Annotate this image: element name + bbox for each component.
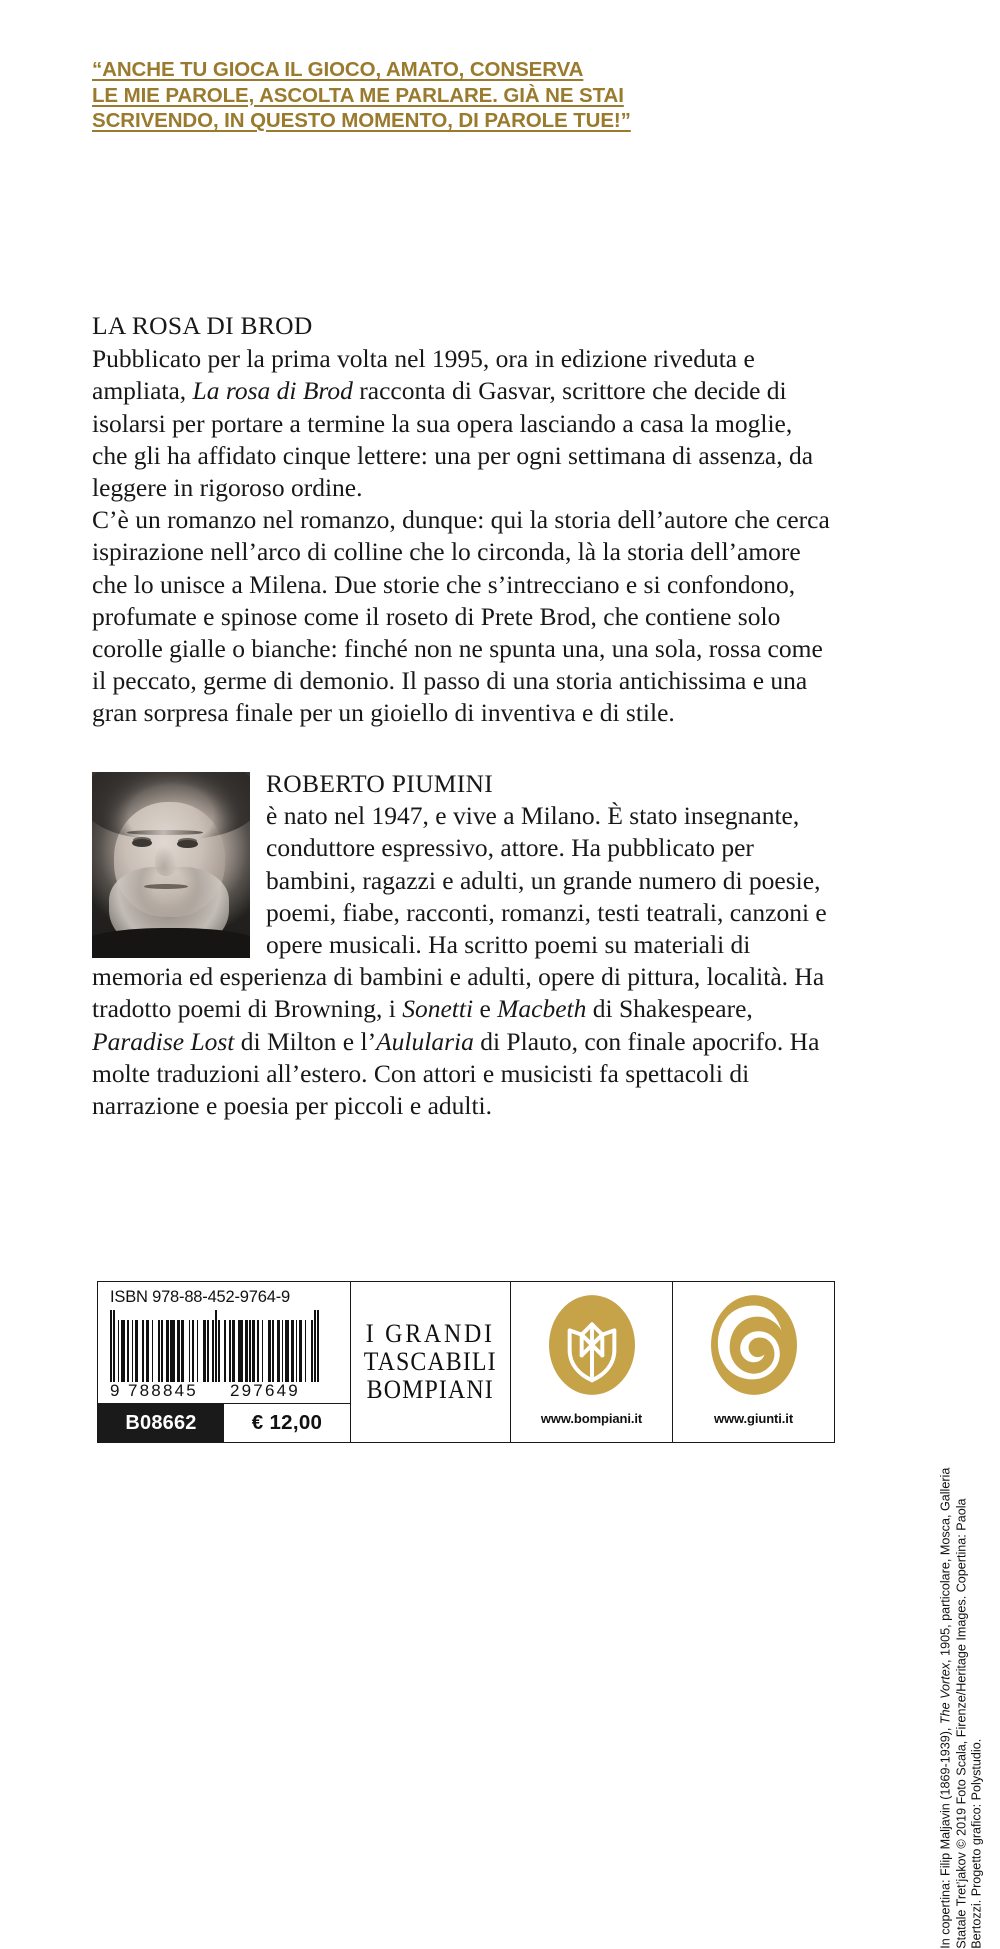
imprint-cell	[350, 1282, 510, 1442]
author-bio-part-2: e	[473, 994, 498, 1024]
blurb-p1-italic-title: La rosa di Brod	[192, 376, 353, 406]
book-blurb	[92, 310, 832, 730]
author-bio-part-3: di Shakespeare,	[586, 994, 753, 1024]
barcode-digit-lead: 9	[110, 1381, 122, 1400]
barcode-area	[98, 1282, 350, 1403]
bompiani-tulip-logo	[549, 1295, 635, 1395]
internal-code: B08662	[98, 1404, 224, 1442]
imprint-logo	[364, 1320, 497, 1404]
photo-hair	[92, 772, 250, 839]
isbn-label: ISBN 978-88-452-9764-9	[110, 1288, 290, 1306]
price-label: € 12,00	[224, 1404, 350, 1442]
pull-quote-line-3: SCRIVENDO, IN QUESTO MOMENTO, DI PAROLE TUE!”	[92, 109, 631, 132]
book-title: LA ROSA DI BROD	[92, 311, 313, 340]
photo-eye-right	[177, 840, 198, 848]
author-bio-italic-sonetti: Sonetti	[402, 994, 474, 1024]
imprint-line-2: TASCABILI	[364, 1347, 497, 1376]
photo-brow	[127, 830, 203, 836]
author-bio-part-5: di Plauto, con finale apocrifo. Ha molte traduzioni all’estero. Con attori e musicisti fa spettacoli di narrazione e poesia per piccoli e adulti.	[92, 1026, 820, 1121]
barcode-digits	[110, 1381, 340, 1401]
blurb-p1-part-a: Pubblicato per la prima volta nel 1995, ora in edizione riveduta e ampliata,	[92, 344, 755, 406]
author-bio-italic-paradise-lost: Paradise Lost	[92, 1026, 235, 1056]
credits-italic-artwork-title: The Vortex	[938, 1663, 953, 1725]
credits-part-1: In copertina: Filip Maljavin (1869-1939),	[938, 1724, 953, 1949]
author-block	[92, 768, 832, 1122]
author-bio-italic-aulularia: Aulularia	[376, 1026, 474, 1056]
barcode-digits-left: 788845	[128, 1381, 198, 1400]
code-price-row	[98, 1403, 350, 1442]
author-bio-part-1: è nato nel 1947, e vive a Milano. È stato insegnante, conduttore espressivo, attore. Ha pubblicato per bambini, ragazzi e adulti, un grande numero di poesie, poemi, fiabe, racconti, romanzi, testi teatrali, canzoni e opere musicali. Ha scritto poemi su materiali di memoria ed esperienza di bambini e adulti, opere di pittura, località. Ha tradotto poemi di Browning, i	[92, 801, 827, 1024]
author-photo	[92, 772, 250, 958]
credits-part-2: , 1905, particolare, Mosca, Galleria Statale Tret’jakov © 2019 Foto Scala, Firenze/Heritage Images. Copertina: Paola Bertozzi. Progetto grafico: Polystudio.	[938, 1467, 984, 1949]
imprint-line-1: I GRANDI	[365, 1319, 496, 1348]
author-bio-italic-macbeth: Macbeth	[497, 994, 587, 1024]
pull-quote-line-1: “ANCHE TU GIOCA IL GIOCO, AMATO, CONSERVA	[92, 58, 584, 81]
barcode-digits-right: 297649	[230, 1381, 300, 1400]
bompiani-url[interactable]: www.bompiani.it	[540, 1410, 643, 1426]
barcode-cell	[98, 1282, 350, 1442]
pull-quote	[92, 57, 692, 134]
photo-shoulder	[92, 928, 250, 958]
author-name: ROBERTO PIUMINI	[266, 769, 494, 798]
bottom-info-panel	[97, 1281, 835, 1443]
blurb-p1-part-b: racconta di Gasvar, scrittore che decide di isolarsi per portare a termine la sua opera lasciando a casa la moglie, che gli ha affidato cinque lettere: una per ogni settimana di assenza, da leggere in rigoroso ordine.	[92, 376, 814, 503]
ean13-barcode	[110, 1310, 340, 1382]
blurb-paragraph-1	[92, 343, 832, 504]
imprint-line-3: BOMPIANI	[366, 1375, 495, 1404]
cover-credits	[938, 1449, 985, 1949]
author-bio-part-4: di Milton e l’	[234, 1026, 377, 1056]
giunti-spiral-logo	[711, 1295, 797, 1395]
publisher-cell-bompiani	[510, 1282, 672, 1442]
blurb-paragraph-2: C’è un romanzo nel romanzo, dunque: qui la storia dell’autore che cerca ispirazione nell’arco di colline che lo circonda, là la storia dell’amore che lo unisce a Milena. Due storie che s’intrecciano e si confondono, profumate e spinose come il roseto di Prete Brod, che contiene solo corolle gialle o bianche: finché non ne spunta una, una sola, rossa come il peccato, germe di demonio. Il passo di una storia antichissima e una gran sorpresa finale per un gioiello di inventiva e di stile.	[92, 505, 830, 728]
publisher-cell-giunti	[672, 1282, 834, 1442]
pull-quote-line-2: LE MIE PAROLE, ASCOLTA ME PARLARE. GIÀ NE STAI	[92, 83, 624, 107]
giunti-url[interactable]: www.giunti.it	[713, 1410, 794, 1426]
